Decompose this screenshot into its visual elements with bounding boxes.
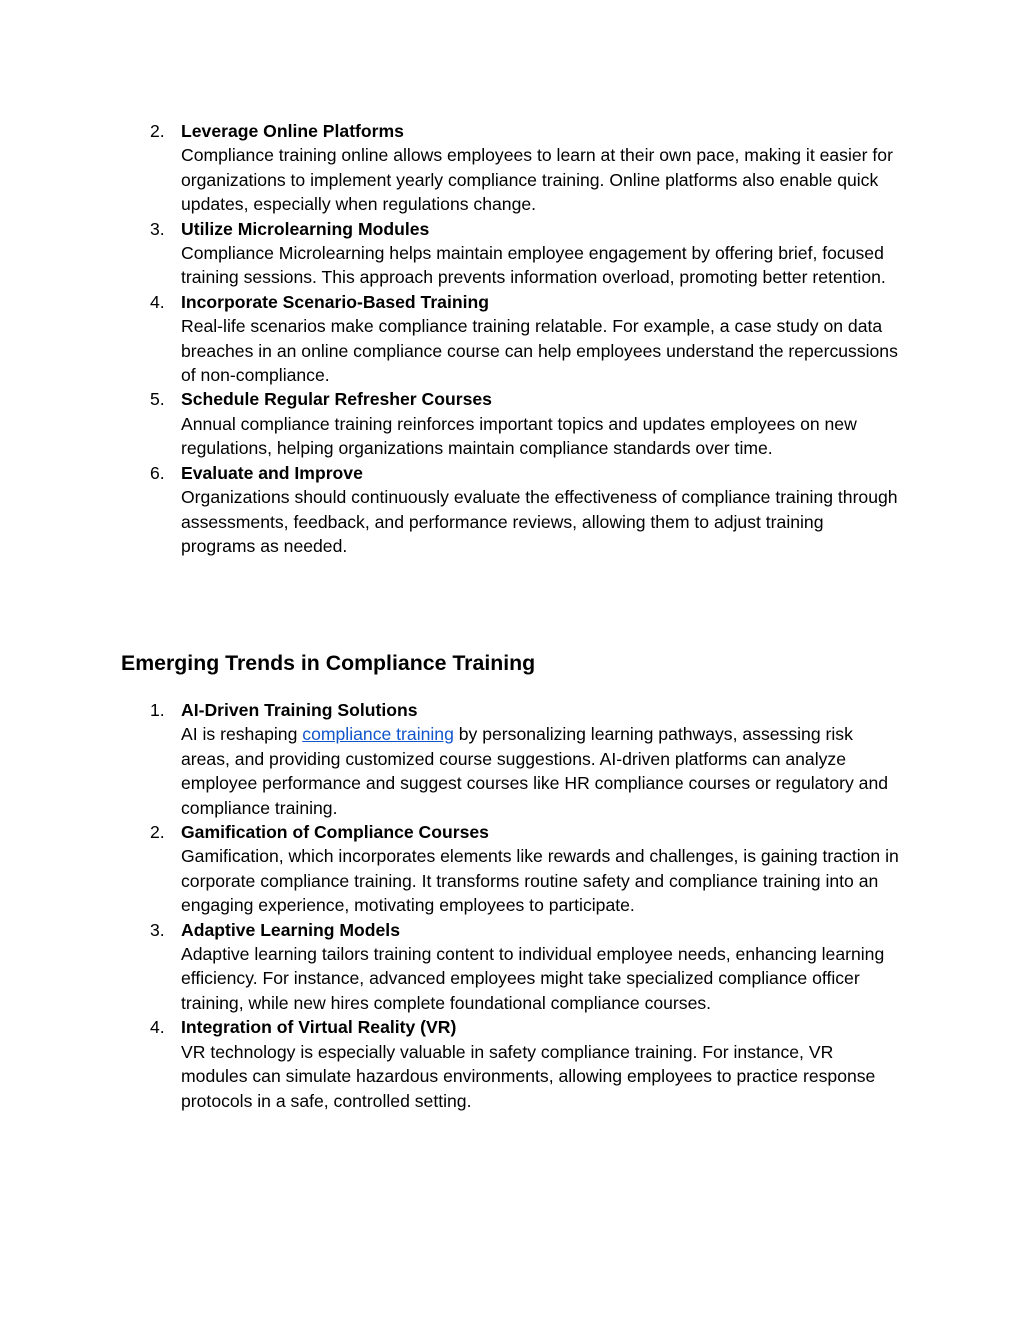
list-item-title: Leverage Online Platforms bbox=[181, 121, 404, 141]
list-item-number: 5. bbox=[150, 389, 165, 410]
list-item-title: Utilize Microlearning Modules bbox=[181, 218, 430, 239]
list-item-number: 3. bbox=[150, 919, 165, 940]
list-item-body: Annual compliance training reinforces important topics and updates employees on new regulations, helping organizations maintain compliance standards over time. bbox=[181, 413, 857, 459]
list-item-number: 1. bbox=[150, 700, 165, 720]
list-item bbox=[0, 387, 901, 460]
list-item-body: VR technology is especially valuable in safety compliance training. For instance, VR modules can simulate hazardous environments, allowing employees to practice response protocols in a safe, controlled setting. bbox=[181, 1041, 876, 1111]
list-item-number: 2. bbox=[150, 121, 165, 141]
list-item-title: Gamification of Compliance Courses bbox=[181, 822, 489, 843]
list-item bbox=[0, 698, 901, 820]
list-item-title: Integration of Virtual Reality (VR) bbox=[181, 1017, 457, 1038]
list-item-title: AI-Driven Training Solutions bbox=[181, 700, 418, 720]
list-item bbox=[0, 119, 901, 217]
list-item bbox=[0, 290, 901, 388]
list-item bbox=[0, 461, 901, 559]
list-item-body: Compliance training online allows employees to learn at their own pace, making it easier for organizations to implement yearly compliance training. Online platforms also enable quick updates, especially when regulations change. bbox=[181, 145, 893, 215]
list-item-body bbox=[181, 722, 901, 820]
compliance-training-link[interactable]: compliance training bbox=[302, 724, 454, 745]
list-item-title: Adaptive Learning Models bbox=[181, 919, 400, 940]
list-item-title: Schedule Regular Refresher Courses bbox=[181, 389, 492, 410]
list-item-body: Compliance Microlearning helps maintain employee engagement by offering brief, focused training sessions. This approach prevents information overload, promoting better retention. bbox=[181, 243, 886, 288]
list-item-title: Incorporate Scenario-Based Training bbox=[181, 291, 489, 312]
list-item-body: Gamification, which incorporates elements like rewards and challenges, is gaining traction in corporate compliance training. It transforms routine safety and compliance training into an engaging experience, motivating employees to participate. bbox=[181, 846, 899, 916]
list-item bbox=[0, 820, 901, 918]
body-text-after-link: by personalizing learning pathways, assessing risk areas, and providing customized course suggestions. AI-driven platforms can analyze employee performance and suggest courses like HR compliance courses or regulatory and compliance training. bbox=[181, 724, 889, 818]
emerging-trends-list bbox=[0, 698, 1024, 1113]
list-item-number: 4. bbox=[150, 1017, 165, 1038]
list-item-number: 3. bbox=[150, 218, 165, 239]
list-item-number: 4. bbox=[150, 291, 165, 312]
list-item bbox=[0, 217, 901, 290]
list-item-number: 6. bbox=[150, 462, 165, 483]
list-item-body: Organizations should continuously evaluate the effectiveness of compliance training through assessments, feedback, and performance reviews, allowing them to adjust training programs as needed. bbox=[181, 487, 898, 556]
list-item-body: Real-life scenarios make compliance training relatable. For example, a case study on data breaches in an online compliance course can help employees understand the repercussions of non-compliance. bbox=[181, 316, 898, 386]
list-item-number: 2. bbox=[150, 822, 165, 843]
list-item bbox=[0, 918, 901, 1016]
section-heading: Emerging Trends in Compliance Training bbox=[121, 651, 536, 675]
best-practices-list bbox=[0, 119, 1024, 558]
body-text-before-link: AI is reshaping bbox=[181, 724, 303, 745]
list-item-body: Adaptive learning tailors training content to individual employee needs, enhancing learning efficiency. For instance, advanced employees might take specialized compliance officer training, while new hires complete foundational compliance courses. bbox=[181, 944, 885, 1013]
list-item-title: Evaluate and Improve bbox=[181, 462, 363, 483]
list-item bbox=[0, 1015, 901, 1113]
